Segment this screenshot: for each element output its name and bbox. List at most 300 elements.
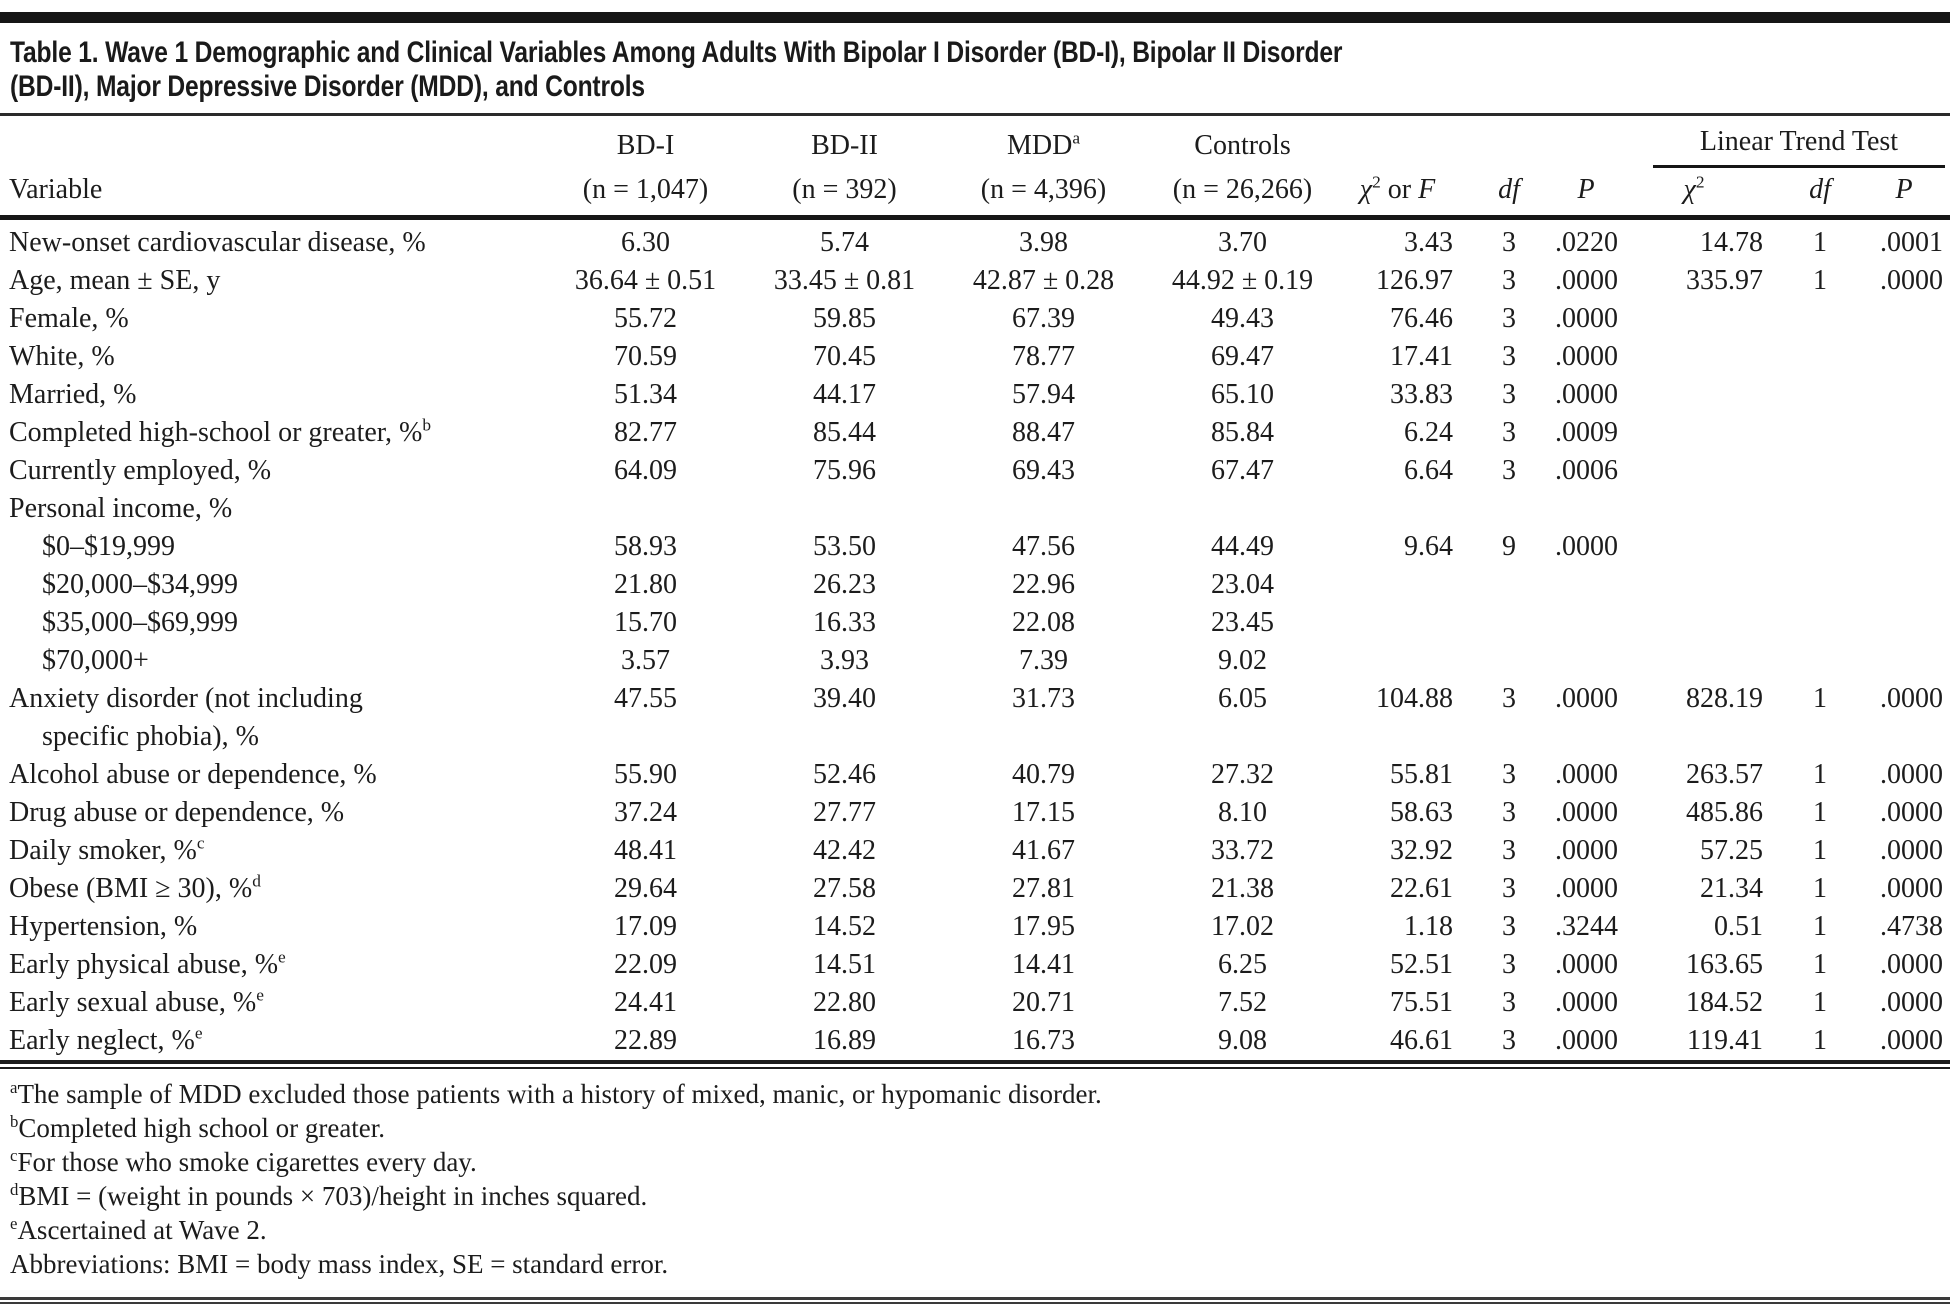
cell: 52.51	[1390, 949, 1453, 980]
col-header-controls-n: (n = 26,266)	[1143, 168, 1342, 218]
table-title-line-1: Table 1. Wave 1 Demographic and Clinical Variables Among Adults With Bipolar I Disorder (BD-I), Bipolar II Disorder	[10, 36, 1343, 69]
cell: 31.73	[1012, 683, 1075, 714]
table-row	[0, 604, 1950, 642]
cell: .0000	[1555, 265, 1618, 296]
col-header-bdii: BD-II	[811, 130, 878, 161]
cell	[1865, 414, 1950, 452]
cell: 3.93	[820, 645, 869, 676]
col-header-bdi: BD-I	[616, 130, 675, 161]
row-label: Obese (BMI ≥ 30), %	[9, 873, 253, 904]
cell: 1	[1813, 683, 1827, 714]
row-label: White, %	[9, 341, 115, 372]
cell	[1775, 490, 1865, 528]
row-label-cell	[0, 1022, 546, 1060]
cell: 55.72	[614, 303, 677, 334]
cell	[1463, 566, 1555, 604]
row-label-cell	[0, 794, 546, 832]
cell: .0000	[1880, 265, 1943, 296]
cell	[1342, 566, 1463, 604]
cell: 41.67	[1012, 835, 1075, 866]
cell: 9.64	[1404, 531, 1453, 562]
cell	[1865, 490, 1950, 528]
footnote-marker: c	[10, 1146, 18, 1165]
cell: 27.81	[1012, 873, 1075, 904]
cell: 104.88	[1376, 683, 1453, 714]
row-label: $70,000+	[42, 645, 149, 676]
row-label: Married, %	[9, 379, 137, 410]
cell: .0220	[1555, 227, 1618, 258]
cell: 3	[1502, 341, 1516, 372]
cell: 22.89	[614, 1025, 677, 1056]
cell: 1	[1813, 987, 1827, 1018]
table-row	[0, 1022, 1950, 1060]
cell: .3244	[1555, 911, 1618, 942]
col-header-df: df	[1463, 168, 1555, 218]
cell: 75.51	[1390, 987, 1453, 1018]
cell: 22.80	[813, 987, 876, 1018]
row-label: Drug abuse or dependence, %	[9, 797, 345, 828]
cell: 184.52	[1686, 987, 1763, 1018]
row-label-cell	[0, 528, 546, 566]
footnote-text: Abbreviations: BMI = body mass index, SE = standard error.	[10, 1249, 669, 1279]
cell: 85.44	[813, 417, 876, 448]
table-row	[0, 528, 1950, 566]
cell: .0001	[1880, 227, 1943, 258]
cell: 15.70	[614, 607, 677, 638]
footnote	[10, 1213, 1940, 1247]
col-header-variable: Variable	[0, 168, 546, 218]
cell: 22.08	[1012, 607, 1075, 638]
cell: .0006	[1555, 455, 1618, 486]
cell: 55.90	[614, 759, 677, 790]
cell: 51.34	[614, 379, 677, 410]
row-label-cell	[0, 338, 546, 376]
table-row	[0, 338, 1950, 376]
cell: 163.65	[1686, 949, 1763, 980]
cell: 485.86	[1686, 797, 1763, 828]
cell: 1	[1813, 227, 1827, 258]
cell	[1865, 528, 1950, 566]
row-label: Female, %	[9, 303, 129, 334]
table-header	[0, 116, 1950, 218]
footnote-marker: e	[256, 985, 264, 1005]
cell: 57.25	[1700, 835, 1763, 866]
cell: 67.47	[1211, 455, 1274, 486]
cell	[1775, 338, 1865, 376]
cell: 17.09	[614, 911, 677, 942]
cell: 21.34	[1700, 873, 1763, 904]
cell	[1555, 642, 1625, 680]
table-title-line-2: (BD-II), Major Depressive Disorder (MDD), and Controls	[10, 70, 645, 103]
cell: 76.46	[1390, 303, 1453, 334]
cell: 3	[1502, 835, 1516, 866]
row-label: $20,000–$34,999	[42, 569, 238, 600]
cell: 27.77	[813, 797, 876, 828]
cell: 6.64	[1404, 455, 1453, 486]
cell: 3	[1502, 455, 1516, 486]
cell	[1865, 604, 1950, 642]
cell: .4738	[1880, 911, 1943, 942]
cell: .0009	[1555, 417, 1618, 448]
cell: 7.39	[1019, 645, 1068, 676]
row-label-cell	[0, 756, 546, 794]
cell: 44.92 ± 0.19	[1171, 265, 1314, 296]
cell: 3	[1502, 227, 1516, 258]
footnote-marker: e	[10, 1214, 18, 1233]
table-row	[0, 908, 1950, 946]
row-label-cell	[0, 680, 546, 756]
cell: .0000	[1555, 797, 1618, 828]
cell: 53.50	[813, 531, 876, 562]
cell: 46.61	[1390, 1025, 1453, 1056]
row-label-cell	[0, 870, 546, 908]
cell: 33.72	[1211, 835, 1274, 866]
footnote-marker: b	[422, 415, 432, 435]
header-row-subheads	[0, 168, 1950, 218]
cell: 26.23	[813, 569, 876, 600]
cell: 69.47	[1211, 341, 1274, 372]
row-label: Alcohol abuse or dependence, %	[9, 759, 377, 790]
cell: 39.40	[813, 683, 876, 714]
table-row	[0, 680, 1950, 756]
table-title	[10, 36, 1950, 104]
table-row	[0, 490, 1950, 528]
table-row	[0, 756, 1950, 794]
row-label-cell	[0, 946, 546, 984]
cell: 3.43	[1404, 227, 1453, 258]
cell: .0000	[1880, 683, 1943, 714]
cell: 21.80	[614, 569, 677, 600]
cell: 22.09	[614, 949, 677, 980]
cell	[1625, 566, 1775, 604]
cell: 1	[1813, 265, 1827, 296]
row-label-cell	[0, 262, 546, 300]
cell: 263.57	[1686, 759, 1763, 790]
cell: .0000	[1555, 759, 1618, 790]
cell: 3	[1502, 759, 1516, 790]
cell	[1625, 528, 1775, 566]
cell	[1342, 490, 1463, 528]
cell: 3.98	[1019, 227, 1068, 258]
cell: 1	[1813, 873, 1827, 904]
cell	[1775, 642, 1865, 680]
cell	[1775, 528, 1865, 566]
row-label-cell	[0, 984, 546, 1022]
cell: 3	[1502, 797, 1516, 828]
cell: .0000	[1555, 873, 1618, 904]
cell: 52.46	[813, 759, 876, 790]
cell: 3.57	[621, 645, 670, 676]
cell	[1342, 604, 1463, 642]
footnote-marker: e	[278, 947, 286, 967]
cell: 23.04	[1211, 569, 1274, 600]
cell	[1342, 642, 1463, 680]
cell: 1	[1813, 835, 1827, 866]
cell: 3	[1502, 949, 1516, 980]
cell	[1555, 490, 1625, 528]
table-row	[0, 376, 1950, 414]
footnote-text: Completed high school or greater.	[18, 1113, 386, 1143]
col-header-mdd-n: (n = 4,396)	[944, 168, 1143, 218]
cell	[1865, 338, 1950, 376]
cell: 1	[1813, 911, 1827, 942]
cell: 33.45 ± 0.81	[773, 265, 916, 296]
cell	[1625, 338, 1775, 376]
cell: .0000	[1555, 303, 1618, 334]
row-label: Daily smoker, %	[9, 835, 197, 866]
cell: 70.59	[614, 341, 677, 372]
row-label-line-2: specific phobia), %	[42, 721, 259, 752]
cell	[1775, 376, 1865, 414]
cell: 82.77	[614, 417, 677, 448]
cell: 828.19	[1686, 683, 1763, 714]
cell	[1143, 490, 1342, 528]
table-row	[0, 452, 1950, 490]
cell: 119.41	[1687, 1025, 1763, 1056]
cell: .0000	[1555, 835, 1618, 866]
col-header-controls: Controls	[1194, 130, 1291, 161]
cell: 6.24	[1404, 417, 1453, 448]
cell	[1625, 376, 1775, 414]
cell: 64.09	[614, 455, 677, 486]
cell: 24.41	[614, 987, 677, 1018]
cell	[1625, 452, 1775, 490]
header-spacer	[0, 116, 546, 168]
cell: 3	[1502, 303, 1516, 334]
col-header-ltt-chi: $\chi^2$	[1625, 168, 1775, 218]
cell: 40.79	[1012, 759, 1075, 790]
row-label: $0–$19,999	[42, 531, 175, 562]
cell: 17.02	[1211, 911, 1274, 942]
cell: 20.71	[1012, 987, 1075, 1018]
cell: 9.02	[1218, 645, 1267, 676]
cell	[1463, 642, 1555, 680]
row-label: Hypertension, %	[9, 911, 198, 942]
row-label: $35,000–$69,999	[42, 607, 238, 638]
row-label: Early neglect, %	[9, 1025, 195, 1056]
cell: 335.97	[1686, 265, 1763, 296]
row-label-cell	[0, 300, 546, 338]
header-row-groups	[0, 116, 1950, 168]
cell: 3	[1502, 683, 1516, 714]
cell: 33.83	[1390, 379, 1453, 410]
cell: .0000	[1880, 797, 1943, 828]
cell: 65.10	[1211, 379, 1274, 410]
cell: 27.58	[813, 873, 876, 904]
cell: 3	[1502, 417, 1516, 448]
cell: .0000	[1880, 759, 1943, 790]
table-row	[0, 262, 1950, 300]
cell: 7.52	[1218, 987, 1267, 1018]
footnote-marker: d	[10, 1180, 19, 1199]
cell	[1625, 414, 1775, 452]
cell	[1463, 490, 1555, 528]
footnote-text: Ascertained at Wave 2.	[17, 1215, 267, 1245]
cell: .0000	[1880, 949, 1943, 980]
cell: 3	[1502, 379, 1516, 410]
cell: .0000	[1880, 1025, 1943, 1056]
cell: 32.92	[1390, 835, 1453, 866]
table-row	[0, 794, 1950, 832]
cell: 3	[1502, 911, 1516, 942]
cell: .0000	[1555, 341, 1618, 372]
table-row	[0, 566, 1950, 604]
cell: 16.89	[813, 1025, 876, 1056]
footnote	[10, 1247, 1940, 1281]
table-row	[0, 218, 1950, 263]
row-label: Early physical abuse, %	[9, 949, 279, 980]
cell: 3	[1502, 265, 1516, 296]
row-label: Currently employed, %	[9, 455, 272, 486]
cell: 42.87 ± 0.28	[972, 265, 1115, 296]
cell: 55.81	[1390, 759, 1453, 790]
cell	[1625, 490, 1775, 528]
table-row	[0, 870, 1950, 908]
page-bottom-rule	[0, 1297, 1950, 1304]
cell: 49.43	[1211, 303, 1274, 334]
cell	[1865, 452, 1950, 490]
cell: 47.55	[614, 683, 677, 714]
table-top-bar	[0, 12, 1950, 23]
cell: 3	[1502, 987, 1516, 1018]
cell: 8.10	[1218, 797, 1267, 828]
row-label-cell	[0, 908, 546, 946]
cell: 6.05	[1218, 683, 1267, 714]
cell: 22.61	[1390, 873, 1453, 904]
cell	[1865, 642, 1950, 680]
cell: .0000	[1880, 987, 1943, 1018]
cell: 1	[1813, 759, 1827, 790]
cell: 69.43	[1012, 455, 1075, 486]
cell: .0000	[1555, 1025, 1618, 1056]
col-header-mdd: MDD$^a$	[1006, 128, 1081, 161]
cell: 3	[1502, 873, 1516, 904]
footnote-marker: c	[196, 833, 205, 853]
row-label-cell	[0, 218, 546, 263]
cell: 44.49	[1211, 531, 1274, 562]
cell: .0000	[1555, 531, 1618, 562]
cell: 47.56	[1012, 531, 1075, 562]
col-header-p: P	[1555, 168, 1625, 218]
col-header-bdii-n: (n = 392)	[745, 168, 944, 218]
cell: 67.39	[1012, 303, 1075, 334]
cell: 14.52	[813, 911, 876, 942]
row-label-cell	[0, 566, 546, 604]
row-label-cell	[0, 414, 546, 452]
cell: 75.96	[813, 455, 876, 486]
cell	[1555, 566, 1625, 604]
row-label-cell	[0, 452, 546, 490]
cell: 3.70	[1218, 227, 1267, 258]
cell: 1	[1813, 797, 1827, 828]
table-bottom-rule	[0, 1060, 1950, 1069]
cell: 23.45	[1211, 607, 1274, 638]
cell: 78.77	[1012, 341, 1075, 372]
cell: 14.41	[1012, 949, 1075, 980]
cell	[944, 490, 1143, 528]
cell	[1865, 300, 1950, 338]
footnote	[10, 1145, 1940, 1179]
cell: 22.96	[1012, 569, 1075, 600]
col-header-linear-trend-test	[1625, 116, 1950, 168]
footnote-marker: a	[10, 1078, 18, 1097]
cell	[1625, 300, 1775, 338]
table-row	[0, 832, 1950, 870]
col-header-bdi-n: (n = 1,047)	[546, 168, 745, 218]
footnote-text: BMI = (weight in pounds × 703)/height in inches squared.	[18, 1181, 648, 1211]
col-header-ltt-df: df	[1775, 168, 1865, 218]
cell: 59.85	[813, 303, 876, 334]
row-label-cell	[0, 832, 546, 870]
table-row	[0, 642, 1950, 680]
cell: 14.51	[813, 949, 876, 980]
col-header-ltt-p: P	[1865, 168, 1950, 218]
cell	[1775, 300, 1865, 338]
cell: 21.38	[1211, 873, 1274, 904]
cell: 1	[1813, 949, 1827, 980]
row-label-cell	[0, 604, 546, 642]
table-row	[0, 300, 1950, 338]
cell	[1775, 414, 1865, 452]
cell: 29.64	[614, 873, 677, 904]
row-label-cell	[0, 642, 546, 680]
footnote-marker: b	[10, 1112, 19, 1131]
cell: 36.64 ± 0.51	[574, 265, 717, 296]
cell	[546, 490, 745, 528]
cell: 6.30	[621, 227, 670, 258]
table-row	[0, 946, 1950, 984]
row-label: Anxiety disorder (not including	[9, 683, 363, 714]
cell: 48.41	[614, 835, 677, 866]
cell: 1.18	[1404, 911, 1453, 942]
cell	[1865, 376, 1950, 414]
cell: 3	[1502, 1025, 1516, 1056]
cell: 1	[1813, 1025, 1827, 1056]
cell: 37.24	[614, 797, 677, 828]
footnote-text: The sample of MDD excluded those patients with a history of mixed, manic, or hypomanic disorder.	[17, 1079, 1102, 1109]
footnote	[10, 1179, 1940, 1213]
cell	[1775, 604, 1865, 642]
cell: 42.42	[813, 835, 876, 866]
cell: 0.51	[1714, 911, 1763, 942]
cell: 16.73	[1012, 1025, 1075, 1056]
cell: .0000	[1555, 683, 1618, 714]
cell: 85.84	[1211, 417, 1274, 448]
row-label-cell	[0, 376, 546, 414]
cell: 88.47	[1012, 417, 1075, 448]
cell: 57.94	[1012, 379, 1075, 410]
cell: .0000	[1880, 835, 1943, 866]
cell	[1463, 604, 1555, 642]
cell: 58.63	[1390, 797, 1453, 828]
row-label: Age, mean ± SE, y	[9, 265, 221, 296]
cell	[1865, 566, 1950, 604]
row-label-cell	[0, 490, 546, 528]
cell: 5.74	[820, 227, 869, 258]
table-body	[0, 218, 1950, 1061]
cell: 126.97	[1376, 265, 1453, 296]
footnote	[10, 1077, 1940, 1111]
footnote-text: For those who smoke cigarettes every day.	[17, 1147, 477, 1177]
cell: 9	[1502, 531, 1516, 562]
cell: .0000	[1555, 987, 1618, 1018]
cell	[1625, 642, 1775, 680]
row-label: New-onset cardiovascular disease, %	[9, 227, 426, 258]
cell	[1775, 566, 1865, 604]
footnote	[10, 1111, 1940, 1145]
cell	[1625, 604, 1775, 642]
cell: 9.08	[1218, 1025, 1267, 1056]
